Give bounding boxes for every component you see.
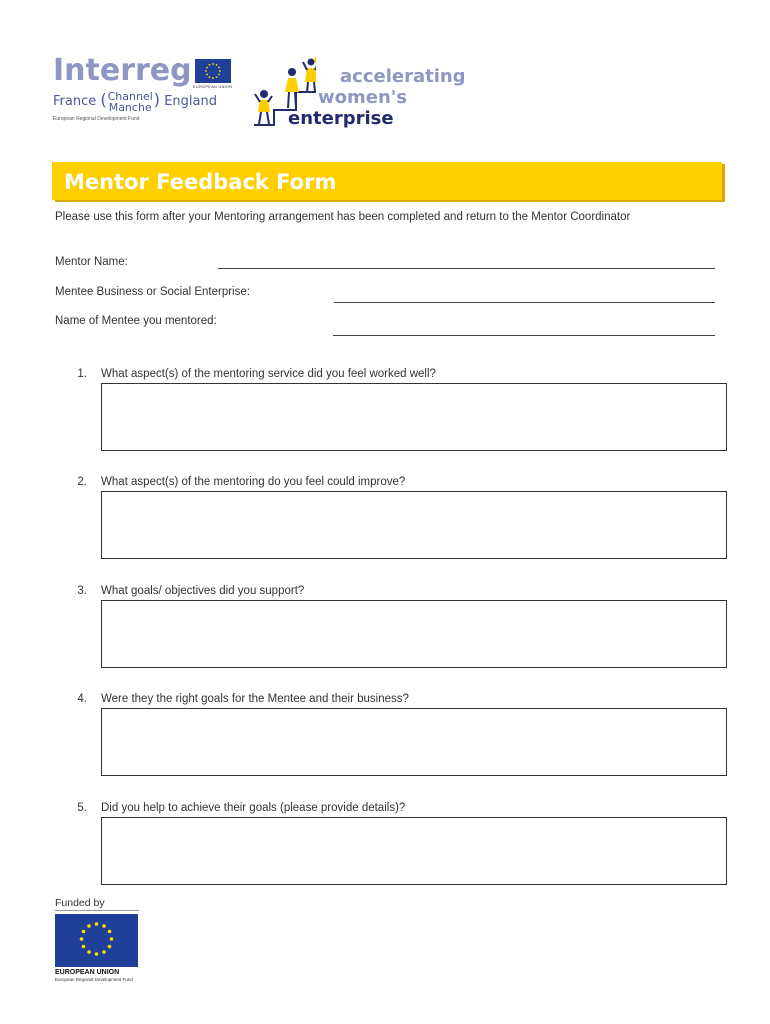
funded-by-divider [55,910,139,911]
eu-flag-icon [55,914,138,967]
eu-flag-small-icon [195,59,231,83]
manche-label: Manche [108,100,152,114]
question-text: Were they the right goals for the Mentee and their business? [101,693,409,705]
answer-box-3[interactable] [101,600,727,668]
interreg-region-line: France (Channel Manche ) England [53,89,217,114]
question-number: 3. [77,585,87,597]
page-title: Mentor Feedback Form [64,170,337,194]
eu-flag-small-label: EUROPEAN UNION [193,84,233,89]
eu-label: EUROPEAN UNION [55,969,120,976]
answer-box-1[interactable] [101,383,727,451]
mentee-business-field[interactable] [334,302,715,303]
question-text: What aspect(s) of the mentoring do you feel could improve? [101,476,406,488]
question-text: What aspect(s) of the mentoring service did you feel worked well? [101,368,436,380]
answer-box-5[interactable] [101,817,727,885]
question-number: 4. [77,693,87,705]
answer-box-4[interactable] [101,708,727,776]
mentor-name-field[interactable] [218,268,715,269]
question-text: What goals/ objectives did you support? [101,585,305,597]
eu-fund-label: European Regional Development Fund [55,977,133,982]
channel-manche-stack [108,91,153,113]
question-number: 2. [77,476,87,488]
england-label: England [164,94,217,109]
mentee-name-field[interactable] [333,335,715,336]
mentor-name-label: Mentor Name: [55,256,128,268]
awe-logo-line3: enterprise [288,108,394,129]
awe-logo-line2: women's [318,87,407,108]
question-text: Did you help to achieve their goals (please provide details)? [101,802,406,814]
mentee-name-label: Name of Mentee you mentored: [55,315,217,327]
mentee-business-label: Mentee Business or Social Enterprise: [55,286,250,298]
question-number: 1. [77,368,87,380]
answer-box-2[interactable] [101,491,727,559]
question-number: 5. [77,802,87,814]
interreg-fund-label: European Regional Development Fund [53,116,140,122]
interreg-logo-wordmark: Interreg [53,53,192,88]
awe-logo-line1: accelerating [340,66,466,87]
funded-by-label: Funded by [55,897,105,909]
form-instructions: Please use this form after your Mentoring arrangement has been completed and return to the Mentor Coordinator [55,211,631,223]
channel-label: Channel [107,89,153,103]
france-label: France [53,94,97,109]
